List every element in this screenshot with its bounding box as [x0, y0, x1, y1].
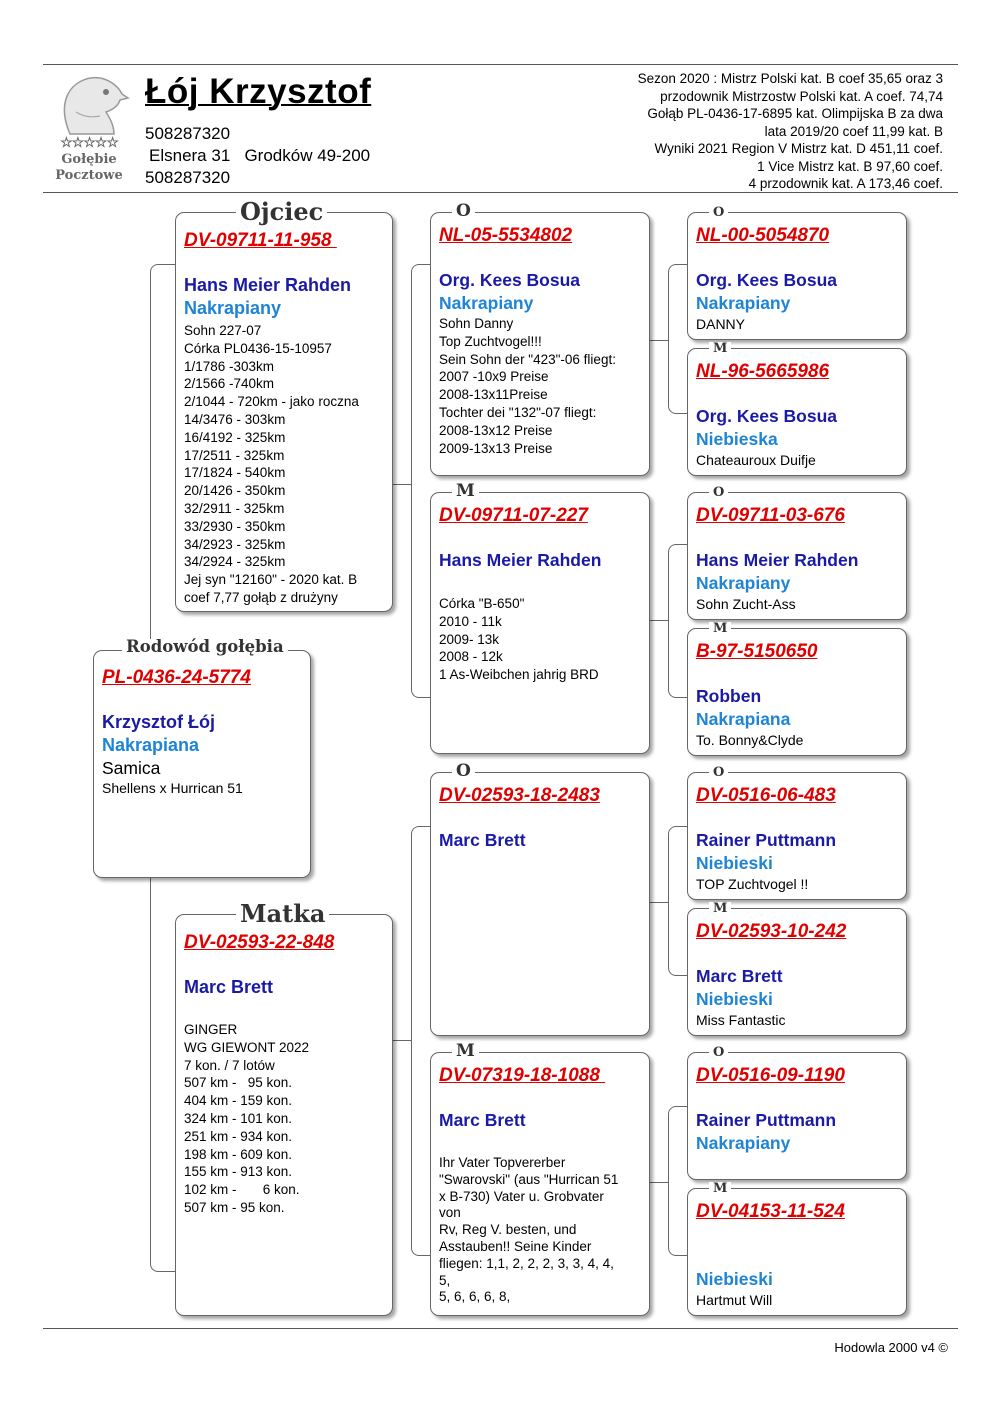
owner-phone2: 508287320 [145, 168, 231, 187]
connector-stub-father [393, 484, 411, 485]
mother-note: 102 km - 6 kon. [184, 1182, 300, 1198]
fmf-note: Sohn Zucht-Ass [696, 596, 796, 612]
fff-note: DANNY [696, 316, 746, 332]
achievement-line: lata 2019/20 coef 11,99 kat. B [764, 123, 943, 139]
father-note: Córka PL0436-15-10957 [184, 340, 332, 356]
ffm-note: Chateauroux Duifje [696, 452, 816, 468]
mother-note: 7 kon. / 7 lotów [184, 1057, 275, 1073]
connector-fm-parents [668, 544, 687, 698]
logo [48, 72, 130, 184]
ffm-card[interactable] [687, 348, 907, 476]
fm-note: 2010 - 11k [439, 613, 502, 629]
subject-notes: Shellens x Hurrican 51 [102, 780, 243, 796]
connector-mf-parents [668, 826, 687, 976]
ffm-breeder: Org. Kees Bosua [696, 406, 838, 426]
father-note: 20/1426 - 350km [184, 483, 286, 499]
mm-note: Asstauben!! Seine Kinder [439, 1238, 592, 1254]
connector-stub-fm [650, 620, 668, 621]
mmf-color: Nakrapiany [696, 1133, 791, 1153]
fm-label: M [452, 483, 479, 500]
connector-mother-parents [411, 826, 430, 1256]
footer-credit: Hodowla 2000 v4 © [834, 1340, 948, 1355]
mm-card[interactable] [430, 1052, 650, 1316]
ff-note: 2008-13x12 Preise [439, 422, 553, 438]
ff-breeder: Org. Kees Bosua [439, 270, 581, 290]
header-top-rule [43, 64, 958, 65]
fmm-breeder: Robben [696, 686, 762, 706]
father-note: 16/4192 - 325km [184, 429, 286, 445]
father-ring[interactable]: DV-09711-11-958 [184, 230, 337, 251]
mm-note: Ihr Vater Topvererber [439, 1155, 566, 1170]
mother-note: 507 km - 95 kon. [184, 1199, 285, 1215]
mm-label: M [452, 1043, 479, 1060]
mmf-card[interactable] [687, 1052, 907, 1180]
owner-phone1: 508287320 [145, 124, 231, 143]
mff-ring[interactable]: DV-0516-06-483 [696, 785, 836, 806]
achievements [523, 70, 943, 193]
fmm-card[interactable] [687, 628, 907, 756]
mf-breeder: Marc Brett [439, 830, 526, 850]
ff-note: Top Zuchtvogel!!! [439, 333, 542, 349]
mfm-ring[interactable]: DV-02593-10-242 [696, 921, 847, 942]
mmm-card[interactable] [687, 1188, 907, 1316]
mother-note: 507 km - 95 kon. [184, 1075, 293, 1091]
father-note: Jej syn "12160" - 2020 kat. B [184, 572, 358, 588]
ff-card[interactable] [430, 212, 650, 476]
fmm-color: Nakrapiana [696, 709, 791, 729]
subject-sex: Samica [102, 758, 161, 778]
owner-name: Łój Krzysztof [145, 72, 372, 111]
fmf-ring[interactable]: DV-09711-03-676 [696, 505, 845, 526]
connector-stub-mm [650, 1182, 668, 1183]
achievement-line: Sezon 2020 : Mistrz Polski kat. B coef 35,65 oraz 3 [637, 71, 943, 86]
father-note: 33/2930 - 350km [184, 518, 286, 534]
father-note: 17/1824 - 540km [184, 465, 286, 481]
father-note: Sohn 227-07 [184, 323, 262, 338]
mff-breeder: Rainer Puttmann [696, 830, 837, 850]
mother-note: GINGER [184, 1022, 238, 1037]
father-card[interactable] [175, 212, 393, 612]
subject-ring[interactable]: PL-0436-24-5774 [102, 667, 251, 688]
mm-note: 5, 6, 6, 6, 8, [439, 1289, 511, 1305]
achievement-line: 1 Vice Mistrz kat. B 97,60 coef. [757, 158, 943, 174]
fmf-label: O [709, 486, 728, 499]
fmm-ring[interactable]: B-97-5150650 [696, 641, 818, 662]
mfm-note: Miss Fantastic [696, 1012, 786, 1028]
ffm-color: Niebieska [696, 429, 778, 449]
achievement-line: Wyniki 2021 Region V Mistrz kat. D 451,11 coef. [654, 141, 943, 156]
father-label: Ojciec [236, 200, 327, 224]
fm-ring[interactable]: DV-09711-07-227 [439, 505, 588, 526]
achievement-line: Gołąb PL-0436-17-6895 kat. Olimpijska B za dwa [647, 106, 943, 121]
mmm-label: M [709, 1182, 731, 1195]
mother-note: 404 km - 159 kon. [184, 1093, 293, 1109]
ffm-ring[interactable]: NL-96-5665986 [696, 361, 830, 382]
mother-note: 198 km - 609 kon. [184, 1146, 293, 1162]
mother-label: Matka [236, 902, 329, 926]
ff-note: Sein Sohn der "423"-06 fliegt: [439, 351, 616, 367]
father-note: 14/3476 - 303km [184, 411, 286, 427]
logo-line1: Gołębie [61, 152, 117, 167]
mm-ring[interactable]: DV-07319-18-1088 [439, 1065, 606, 1086]
father-note: 32/2911 - 325km [184, 500, 285, 516]
logo-line2: Pocztowe [55, 168, 123, 183]
connector-ff-parents [668, 264, 687, 414]
fff-card[interactable] [687, 212, 907, 340]
mmm-color: Niebieski [696, 1269, 773, 1289]
ff-note: Sohn Danny [439, 316, 514, 331]
ff-note: 2008-13x11Preise [439, 387, 548, 403]
mother-ring[interactable]: DV-02593-22-848 [184, 932, 335, 953]
fmf-color: Nakrapiany [696, 573, 791, 593]
mother-notes [184, 1021, 385, 1217]
connector-stub-mf [650, 902, 668, 903]
mm-note: x B-730) Vater u. Grobvater [439, 1188, 604, 1204]
father-color: Nakrapiany [184, 298, 282, 318]
connector-father-parents [411, 264, 430, 698]
mfm-breeder: Marc Brett [696, 966, 783, 986]
fff-ring[interactable]: NL-00-5054870 [696, 225, 830, 246]
connector-stub-ff [650, 340, 668, 341]
mother-note: 324 km - 101 kon. [184, 1110, 293, 1126]
mfm-label: M [709, 902, 731, 915]
subject-card[interactable] [93, 650, 311, 878]
mff-color: Niebieski [696, 853, 773, 873]
mff-card[interactable] [687, 772, 907, 900]
fmf-card[interactable] [687, 492, 907, 620]
mmf-label: O [709, 1046, 728, 1059]
ff-ring[interactable]: NL-05-5534802 [439, 225, 573, 246]
father-note: 17/2511 - 325km [184, 447, 285, 463]
mfm-color: Niebieski [696, 989, 773, 1009]
mmf-breeder: Rainer Puttmann [696, 1110, 837, 1130]
fmm-note: To. Bonny&Clyde [696, 732, 804, 748]
mm-breeder: Marc Brett [439, 1110, 526, 1130]
fm-note: Córka "B-650" [439, 596, 525, 611]
logo-stars: ☆☆☆☆☆ [60, 135, 118, 151]
mother-note: 251 km - 934 kon. [184, 1128, 293, 1144]
mfm-card[interactable] [687, 908, 907, 1036]
ffm-label: M [709, 342, 731, 355]
footer-rule [43, 1328, 958, 1329]
fff-breeder: Org. Kees Bosua [696, 270, 838, 290]
father-note: 1/1786 -303km [184, 358, 275, 374]
mm-note: von [439, 1205, 461, 1221]
fm-breeder: Hans Meier Rahden [439, 550, 602, 570]
mother-note: 155 km - 913 kon. [184, 1164, 293, 1180]
mm-note: fliegen: 1,1, 2, 2, 2, 3, 3, 4, 4, [439, 1255, 614, 1271]
fm-note: 1 As-Weibchen jahrig BRD [439, 667, 599, 683]
mmm-note: Hartmut Will [696, 1292, 773, 1308]
mm-note: Rv, Reg V. besten, und [439, 1222, 577, 1238]
subject-color: Nakrapiana [102, 735, 200, 755]
father-note: 34/2923 - 325km [184, 536, 286, 552]
ff-note: Tochter dei "132"-07 fliegt: [439, 404, 597, 420]
father-breeder: Hans Meier Rahden [184, 275, 352, 295]
fff-color: Nakrapiany [696, 293, 791, 313]
subject-label: Rodowód gołębia [122, 639, 288, 656]
fm-note: 2009- 13k [439, 631, 500, 647]
connector-stub-mother [393, 1040, 411, 1041]
father-notes [184, 322, 385, 607]
ff-label: O [452, 203, 475, 220]
fmf-breeder: Hans Meier Rahden [696, 550, 859, 570]
mff-note: TOP Zuchtvogel !! [696, 876, 809, 892]
connector-mm-parents [668, 1106, 687, 1256]
mff-label: O [709, 766, 728, 779]
father-note: 34/2924 - 325km [184, 554, 286, 570]
pigeon-head-icon [48, 72, 130, 138]
father-note: coef 7,77 gołąb z drużyny [184, 589, 338, 605]
fm-note: 2008 - 12k [439, 649, 503, 665]
fmm-label: M [709, 622, 731, 635]
ff-note: 2009-13x13 Preise [439, 440, 553, 456]
achievement-line: przodownik Mistrzostw Polski kat. A coef. 74,74 [660, 88, 943, 104]
mother-note: WG GIEWONT 2022 [184, 1039, 310, 1055]
mf-label: O [452, 763, 475, 780]
mother-card[interactable] [175, 914, 393, 1316]
mother-breeder: Marc Brett [184, 977, 274, 997]
father-note: 2/1566 -740km [184, 376, 275, 392]
mm-note: 5, [439, 1272, 451, 1288]
fm-card[interactable] [430, 492, 650, 754]
father-note: 2/1044 - 720km - jako roczna [184, 394, 359, 410]
mf-card[interactable] [430, 772, 650, 1036]
mmf-ring[interactable]: DV-0516-09-1190 [696, 1065, 845, 1086]
mf-ring[interactable]: DV-02593-18-2483 [439, 785, 600, 806]
ff-color: Nakrapiany [439, 293, 534, 313]
mm-note: "Swarovski" (aus "Hurrican 51 [439, 1171, 619, 1187]
owner-address: Elsnera 31 Grodków 49-200 [149, 146, 371, 165]
subject-breeder: Krzysztof Łój [102, 712, 216, 732]
fff-label: O [709, 206, 728, 219]
mmm-ring[interactable]: DV-04153-11-524 [696, 1201, 845, 1222]
ff-note: 2007 -10x9 Preise [439, 369, 549, 385]
achievement-line: 4 przodownik kat. A 173,46 coef. [748, 176, 943, 191]
